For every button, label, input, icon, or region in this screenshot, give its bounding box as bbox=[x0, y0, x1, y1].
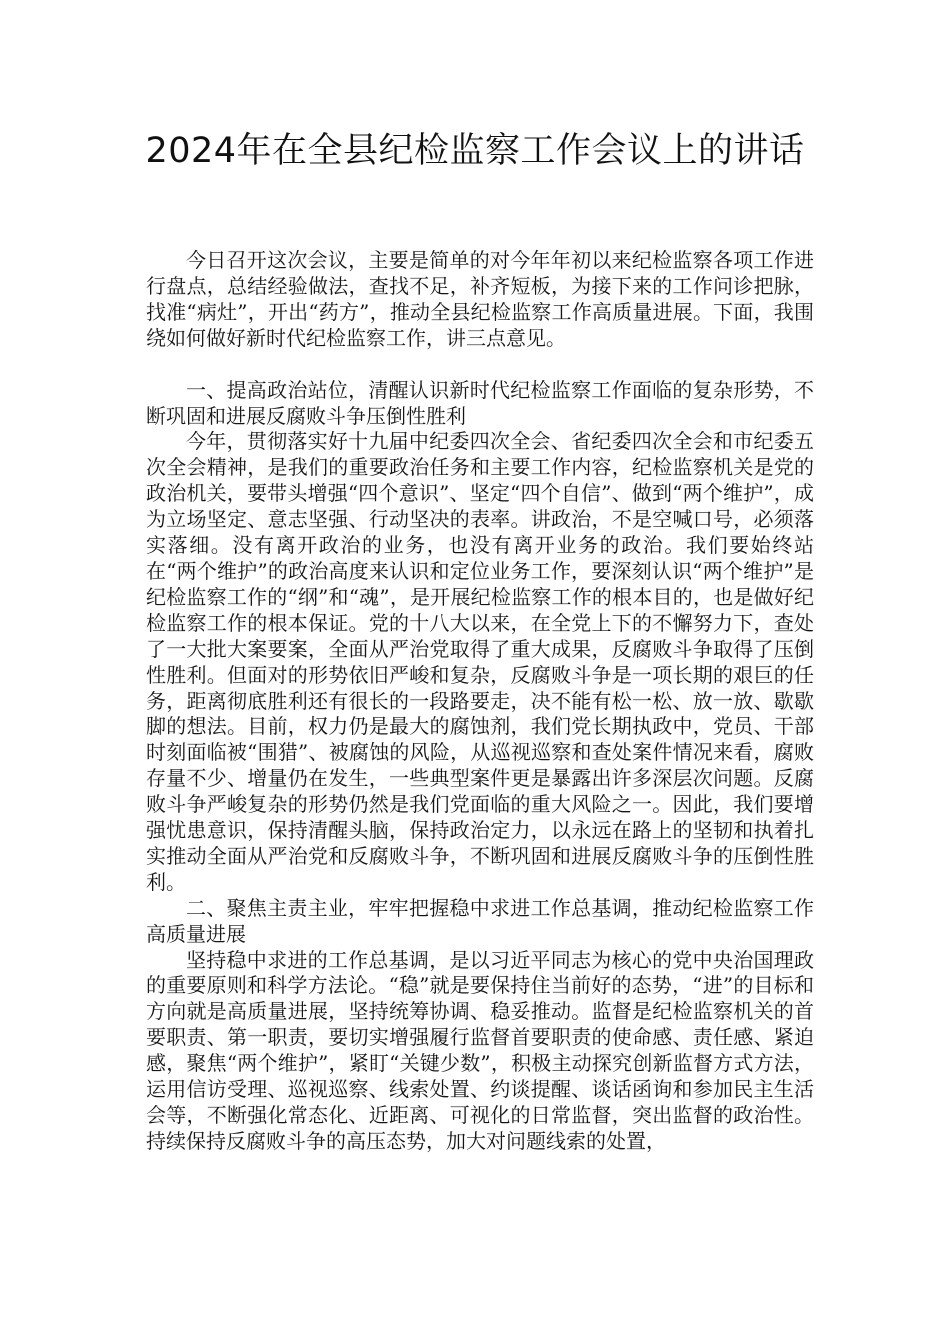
opening-paragraph: 今日召开这次会议，主要是简单的对今年年初以来纪检监察各项工作进行盘点，总结经验做法，查找不足，补齐短板，为接下来的工作问诊把脉，找准“病灶”，开出“药方”，推动全县纪检监察工作高质量进展。下面，我围绕如何做好新时代纪检监察工作，讲三点意见。 bbox=[146, 248, 814, 350]
section-heading-1: 一、提高政治站位，清醒认识新时代纪检监察工作面临的复杂形势，不断巩固和进展反腐败斗争压倒性胜利 bbox=[146, 377, 814, 428]
document-title: 2024年在全县纪检监察工作会议上的讲话 bbox=[145, 131, 805, 171]
section-2-paragraph: 坚持稳中求进的工作总基调，是以习近平同志为核心的党中央治国理政的重要原则和科学方法论。“稳”就是要保持住当前好的态势，“进”的目标和方向就是高质量进展，坚持统筹协调、稳妥推动。监督是纪检监察机关的首要职责、第一职责，要切实增强履行监督首要职责的使命感、责任感、紧迫感，聚焦“两个维护”，紧盯“关键少数”，积极主动探究创新监督方式方法，运用信访受理、巡视巡察、线索处置、约谈提醒、谈话函询和参加民主生活会等，不断强化常态化、近距离、可视化的日常监督，突出监督的政治性。持续保持反腐败斗争的高压态势，加大对问题线索的处置， bbox=[146, 947, 814, 1153]
document-body bbox=[146, 248, 814, 1155]
section-heading-2: 二、聚焦主责主业，牢牢把握稳中求进工作总基调，推动纪检监察工作高质量进展 bbox=[146, 895, 814, 946]
section-1-paragraph: 今年，贯彻落实好十九届中纪委四次全会、省纪委四次全会和市纪委五次全会精神，是我们的重要政治任务和主要工作内容，纪检监察机关是党的政治机关，要带头增强“四个意识”、坚定“四个自信”、做到“两个维护”，成为立场坚定、意志坚强、行动坚决的表率。讲政治，不是空喊口号，必须落实落细。没有离开政治的业务，也没有离开业务的政治。我们要始终站在“两个维护”的政治高度来认识和定位业务工作，要深刻认识“两个维护”是纪检监察工作的“纲”和“魂”，是开展纪检监察工作的根本目的，也是做好纪检监察工作的根本保证。党的十八大以来，在全党上下的不懈努力下，查处了一大批大案要案，全面从严治党取得了重大成果，反腐败斗争取得了压倒性胜利。但面对的形势依旧严峻和复杂，反腐败斗争是一项长期的艰巨的任务，距离彻底胜利还有很长的一段路要走，决不能有松一松、放一放、歇歇脚的想法。目前，权力仍是最大的腐蚀剂，我们党长期执政中，党员、干部时刻面临被“围猎”、被腐蚀的风险，从巡视巡察和查处案件情况来看，腐败存量不少、增量仍在发生，一些典型案件更是暴露出许多深层次问题。反腐败斗争严峻复杂的形势仍然是我们党面临的重大风险之一。因此，我们要增强忧患意识，保持清醒头脑，保持政治定力，以永远在路上的坚韧和执着扎实推动全面从严治党和反腐败斗争，不断巩固和进展反腐败斗争的压倒性胜利。 bbox=[146, 429, 814, 894]
paragraph-spacer bbox=[146, 352, 814, 378]
